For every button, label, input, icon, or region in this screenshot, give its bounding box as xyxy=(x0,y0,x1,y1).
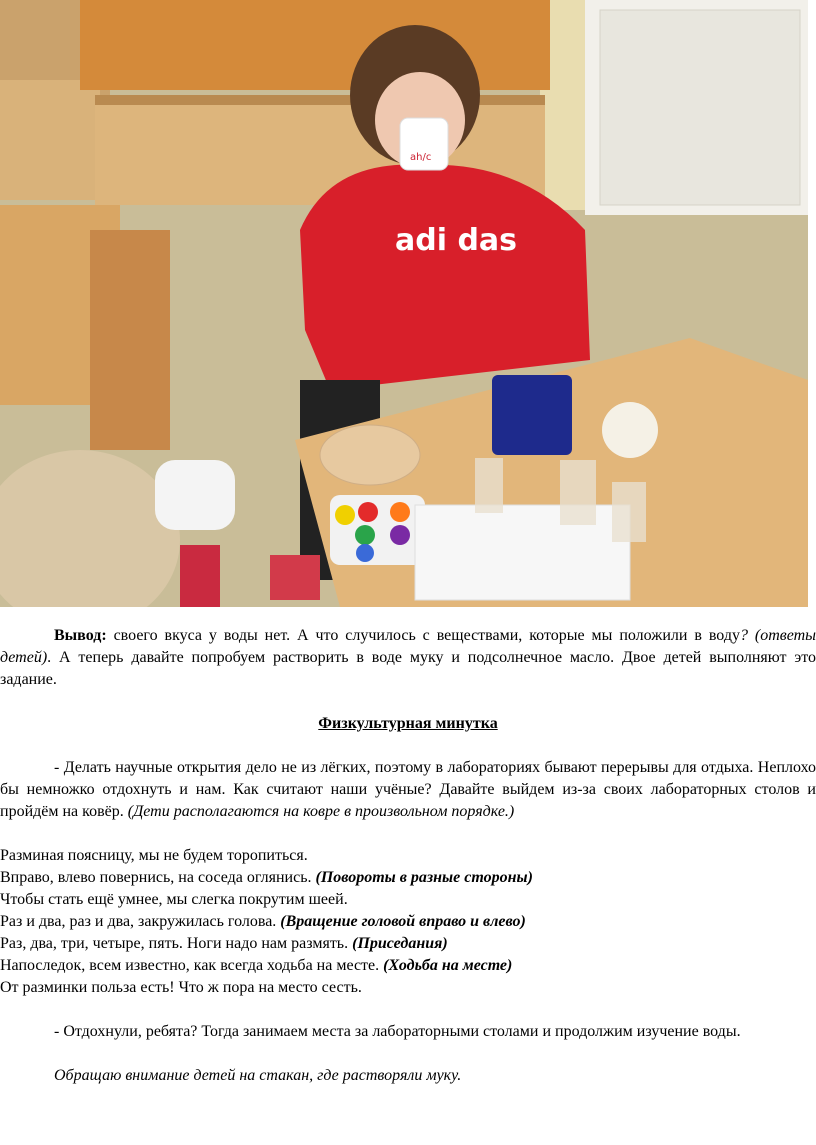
intro-paragraph xyxy=(0,757,816,823)
poem-line: Напоследок, всем известно, как всегда ходьба на месте. (Ходьба на месте) xyxy=(0,957,513,974)
conclusion-note: ? (ответы детей) xyxy=(0,627,816,666)
cup-label: ah/c xyxy=(410,152,432,163)
intro-text: - Делать научные открытия дело не из лёгких, поэтому в лабораториях бывают перерывы для отдыха. Неплохо бы немножко отдохнуть и нам. Как считают наши учёные? Давайте выйдем из-за своих лабораторных столов и пройдём на ковёр. xyxy=(0,759,816,820)
intro-note: (Дети располагаются на ковре в произвольном порядке.) xyxy=(127,803,515,820)
conclusion-text-end: . А теперь давайте попробуем растворить в воде муку и подсолнечное масло. Двое детей выполняют это задание. xyxy=(0,649,816,688)
poem-line: Вправо, влево повернись, на соседа оглянись. (Повороты в разные стороны) xyxy=(0,869,533,886)
document-body xyxy=(0,625,816,1087)
conclusion-label: Вывод: xyxy=(54,627,107,644)
poem-line: Чтобы стать ещё умнее, мы слегка покрутим шеей. xyxy=(0,891,348,908)
poem-line: Разминая поясницу, мы не будем торопиться. xyxy=(0,847,308,864)
poem-line: Раз, два, три, четыре, пять. Ноги надо нам размять. (Приседания) xyxy=(0,935,448,952)
resume-paragraph: - Отдохнули, ребята? Тогда занимаем места за лабораторными столами и продолжим изучение воды. xyxy=(54,1023,741,1040)
section-heading: Физкультурная минутка xyxy=(318,715,498,732)
poem-line: Раз и два, раз и два, закружилась голова. (Вращение головой вправо и влево) xyxy=(0,913,526,930)
conclusion-text: своего вкуса у воды нет. А что случилось с веществами, которые мы положили в воду xyxy=(106,627,740,644)
shirt-logo: adi das xyxy=(395,223,518,258)
poem-line: От разминки польза есть! Что ж пора на место сесть. xyxy=(0,979,362,996)
final-note: Обращаю внимание детей на стакан, где растворяли муку. xyxy=(54,1067,462,1084)
conclusion-paragraph xyxy=(0,625,816,691)
